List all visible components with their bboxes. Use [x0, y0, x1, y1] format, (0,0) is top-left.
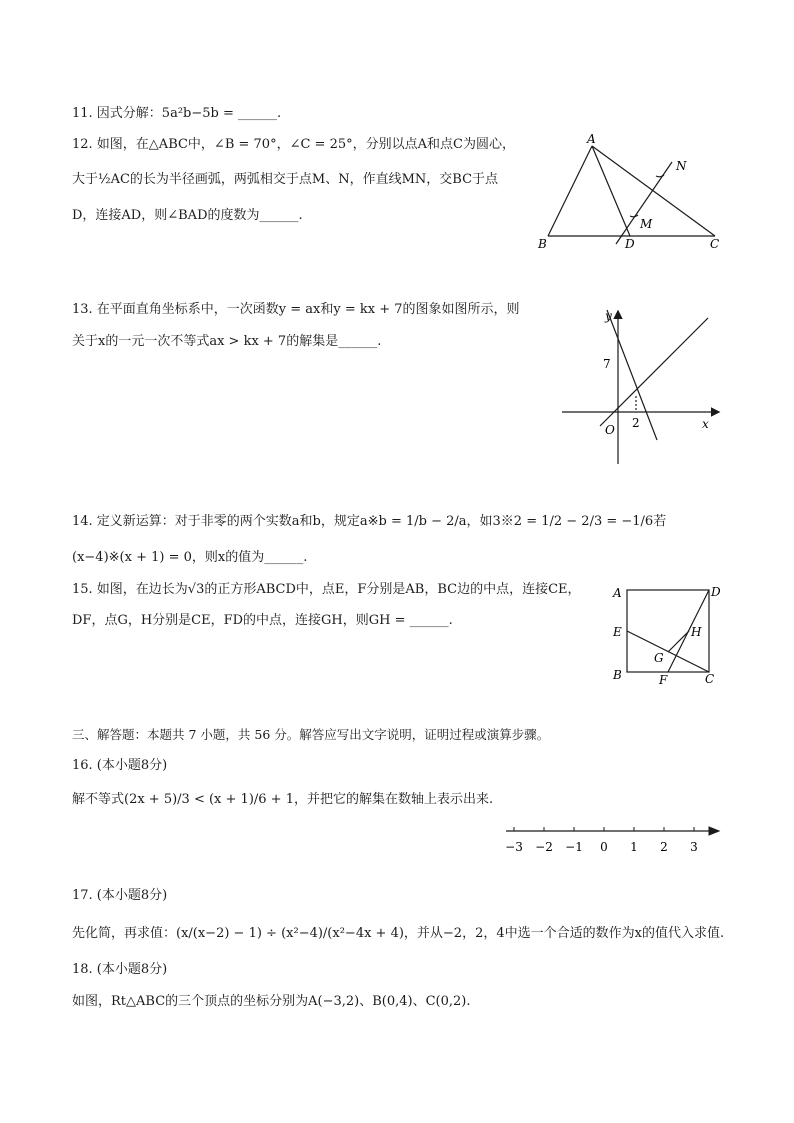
q15-line1: 15. 如图，在边长为√3的正方形ABCD中，点E，F分别是AB，BC边的中点，连接CE， [72, 582, 581, 597]
q15-square-figure [605, 582, 725, 690]
number-line-label: 2 [660, 840, 668, 854]
label-e: E [613, 625, 622, 639]
q17-header: 17. (本小题8分) [72, 888, 168, 903]
label-x: x [702, 417, 709, 431]
q12-line2: 大于½AC的长为半径画弧，两弧相交于点M、N，作直线MN，交BC于点 [72, 172, 499, 187]
segment-ab [548, 146, 592, 236]
label-c: C [710, 237, 720, 251]
label-m: M [640, 217, 653, 231]
q16-header: 16. (本小题8分) [72, 758, 168, 773]
label-a: A [613, 586, 622, 600]
label-n: N [676, 159, 687, 173]
q18-header: 18. (本小题8分) [72, 962, 168, 977]
q13-coordinate-figure [560, 302, 730, 470]
q13-line1: 13. 在平面直角坐标系中，一次函数y = ax和y = kx + 7的图象如图所示，则 [72, 302, 520, 317]
label-y: y [605, 309, 612, 323]
label-seven: 7 [603, 357, 611, 371]
line-mn [616, 162, 672, 244]
section-3-title: 三、解答题：本题共 7 小题，共 56 分。解答应写出文字说明，证明过程或演算步骤。 [72, 727, 550, 742]
label-b: B [613, 668, 622, 682]
number-line-label: 3 [690, 840, 698, 854]
segment-gh [668, 631, 689, 652]
arc-mark-m [630, 215, 638, 217]
q18-line1: 如图，Rt△ABC的三个顶点的坐标分别为A(−3,2)、B(0,4)、C(0,2). [72, 994, 471, 1009]
q14-line2: (x−4)※(x + 1) = 0，则x的值为______. [72, 550, 308, 565]
label-g: G [654, 651, 664, 665]
q12-line1: 12. 如图，在△ABC中，∠B = 70°，∠C = 25°，分别以点A和点C为圆心， [72, 137, 515, 152]
q16-line1: 解不等式(2x + 5)/3 < (x + 1)/6 + 1，并把它的解集在数轴上表示出来. [72, 792, 494, 807]
label-h: H [691, 625, 702, 639]
label-f: F [659, 673, 668, 687]
label-two: 2 [632, 416, 640, 430]
q16-number-line [500, 820, 725, 860]
q13-line2: 关于x的一元一次不等式ax > kx + 7的解集是______. [72, 334, 382, 349]
label-d: D [711, 585, 721, 599]
q14-line1: 14. 定义新运算：对于非零的两个实数a和b，规定a※b = 1/b − 2/a，如3※2 = 1/2 − 2/3 = −1/6若 [72, 514, 667, 529]
label-d: D [625, 237, 635, 251]
number-line-label: −2 [535, 840, 553, 854]
label-c: C [705, 672, 715, 686]
number-line-label: 0 [600, 840, 608, 854]
number-line-label: 1 [630, 840, 638, 854]
q12-triangle-figure [530, 132, 730, 257]
q17-line1: 先化简，再求值：(x/(x−2) − 1) ÷ (x²−4)/(x²−4x + 4)，并从−2，2，4中选一个合适的数作为x的值代入求值. [72, 926, 725, 941]
label-b: B [538, 237, 547, 251]
number-line-label: −1 [565, 840, 583, 854]
label-origin: O [605, 423, 615, 437]
label-a: A [587, 132, 596, 146]
q15-line2: DF，点G，H分别是CE，FD的中点，连接GH，则GH = ______. [72, 613, 453, 628]
q11-line1: 11. 因式分解：5a²b−5b = ______. [72, 106, 282, 121]
q12-line3: D，连接AD，则∠BAD的度数为______. [72, 208, 303, 223]
number-line-label: −3 [505, 840, 523, 854]
